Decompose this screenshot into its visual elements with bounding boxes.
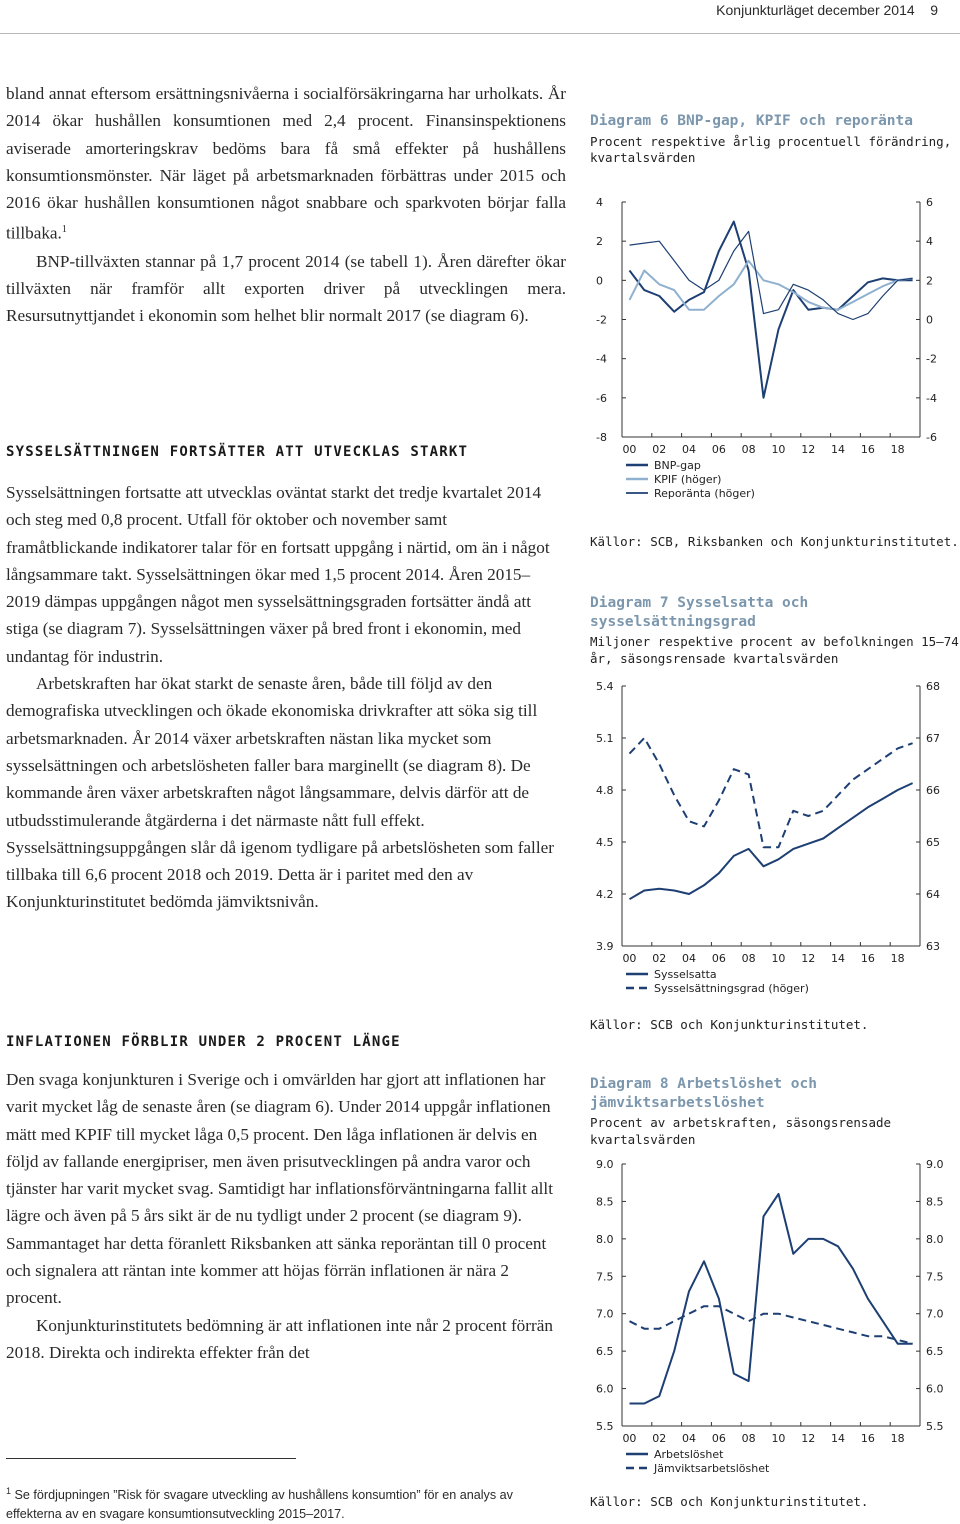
series-line-2 [630,738,913,847]
right-tick-label: 66 [926,784,940,797]
x-tick-label: 02 [652,952,667,965]
x-tick-label: 14 [831,1432,846,1445]
left-tick-label: -8 [596,431,607,444]
series-line-1 [630,1194,913,1404]
left-tick-label: 5.5 [596,1420,614,1433]
x-tick-label: 04 [682,443,697,456]
left-tick-label: 3.9 [596,940,614,953]
legend-label: Reporänta (höger) [654,487,755,500]
right-tick-label: 64 [926,888,940,901]
x-tick-label: 02 [652,1432,667,1445]
x-tick-label: 10 [771,1432,786,1445]
x-tick-label: 08 [741,443,756,456]
diagram-6-subtitle: Procent respektive årlig procentuell förändring, kvartalsvärden [590,133,952,165]
right-tick-label: -2 [926,352,937,366]
left-tick-label: -6 [596,391,607,405]
left-tick-label: 4.2 [596,888,614,901]
right-tick-label: 68 [926,680,940,693]
right-tick-label: 4 [926,235,933,249]
series-line-2 [630,261,913,310]
x-tick-label: 06 [711,952,726,965]
x-tick-label: 16 [860,952,875,965]
diagram-7-source: Källor: SCB och Konjunkturinstitutet. [590,1017,869,1032]
series-line-3 [630,231,913,319]
intro-paragraph-1 [6,80,566,248]
left-tick-label: 4 [596,196,603,209]
page-header [716,2,938,18]
legend-label: Sysselsättningsgrad (höger) [654,982,809,995]
diagram-8-subtitle: Procent av arbetskraften, säsongsrensade kvartalsvärden [590,1115,892,1147]
intro-text [6,80,566,329]
series-line-2 [630,1306,913,1344]
diagram-7-subtitle: Miljoner respektive procent av befolkningen 15–74 år, säsongsrensade kvartalsvärden [590,634,959,666]
employment-text [6,479,554,916]
x-tick-label: 04 [682,952,697,965]
diagram-8-plot [590,1150,960,1495]
header-rule [0,33,960,34]
x-tick-label: 14 [831,443,846,456]
left-tick-label: 5.1 [596,732,614,745]
right-tick-label: 8.0 [926,1232,944,1246]
x-tick-label: 04 [682,1432,697,1445]
diagram-6-source: Källor: SCB, Riksbanken och Konjunkturinstitutet. [590,534,959,549]
left-tick-label: -4 [596,352,607,366]
x-tick-label: 12 [801,1432,816,1445]
x-tick-label: 16 [860,443,875,456]
right-tick-label: -6 [926,431,937,444]
x-tick-label: 14 [831,952,846,965]
footnote-rule [6,1458,296,1459]
left-tick-label: 4.8 [596,784,614,797]
right-tick-label: 8.5 [926,1195,944,1209]
x-tick-label: 10 [771,443,786,456]
x-tick-label: 18 [890,952,905,965]
x-tick-label: 12 [801,952,816,965]
legend-label: Arbetslöshet [654,1448,724,1461]
left-tick-label: 7.5 [596,1270,614,1284]
intro-paragraph-1-text: bland annat eftersom ersättningsnivåerna i socialförsäkringarna har urholkats. År 2014 ökar hushållen konsumtionen med 2,4 procent. Finansinspektionens aviserade amorteringskrav bedöms bara få små effekter på hushållens konsumtionsmönster. När läget på arbetsmarknaden förbättras under 2015 och 2016 ökar hushållen konsumtionen något snabbare och sparkvoten börjar falla tillbaka. [6,84,566,244]
x-tick-label: 00 [622,1432,637,1445]
footnote-number: 1 [6,1486,12,1496]
right-tick-label: 6.5 [926,1345,944,1359]
diagram-7-title: Diagram 7 Sysselsatta och sysselsättningsgrad [590,595,809,630]
left-tick-label: 6.0 [596,1382,614,1396]
page-number: 9 [930,2,938,18]
legend-label: BNP-gap [654,459,701,472]
left-tick-label: 6.5 [596,1345,614,1359]
legend-label: Sysselsatta [654,968,717,981]
left-tick-label: 7.0 [596,1307,614,1321]
inflation-text [6,1066,554,1366]
x-tick-label: 00 [622,952,637,965]
right-tick-label: 7.0 [926,1307,944,1321]
running-title: Konjunkturläget december 2014 [716,2,915,18]
x-tick-label: 16 [860,1432,875,1445]
left-tick-label: -2 [596,313,607,327]
intro-paragraph-2: BNP-tillväxten stannar på 1,7 procent 2014 (se tabell 1). Åren därefter ökar tillväxten när framför allt exporten driver på utvecklingen mera. Resursutnyttjandet i ekonomin som helhet blir normalt 2017 (se diagram 6). [6,251,566,326]
diagram-6 [590,112,960,552]
inflation-paragraph-2: Konjunkturinstitutets bedömning är att inflationen inte når 2 procent förrän 2018. Direkta och indirekta effekter från det [6,1315,553,1362]
left-tick-label: 8.5 [596,1195,614,1209]
diagram-8-title: Diagram 8 Arbetslöshet och jämviktsarbetslöshet [590,1076,817,1111]
left-tick-label: 5.4 [596,680,614,693]
x-tick-label: 08 [741,1432,756,1445]
diagram-8 [590,1075,960,1515]
footnote-text: Se fördjupningen ”Risk för svagare utveckling av hushållens konsumtion” för en analys av effekterna av en svagare konsumtionsutveckling 2015–2017. [6,1488,513,1522]
employment-paragraph-1: Sysselsättningen fortsatte att utvecklas oväntat starkt det tredje kvartalet 2014 och steg med 0,8 procent. Utfall för oktober och november samt framåtblickande indikatorer talar för en fortsatt uppgång i närtid, om än i något långsammare takt. Sysselsättningen ökar med 1,5 procent 2014. Åren 2015–2019 dämpas uppgången något men sysselsättningsgraden fortsätter ändå att stiga (se diagram 7). Sysselsättningen växer på bred front i ekonomin, med undantag för industrin. [6,483,550,666]
x-tick-label: 18 [890,443,905,456]
diagram-7 [590,594,960,1034]
right-tick-label: 6 [926,196,933,209]
footnote-ref: 1 [61,224,67,236]
x-tick-label: 10 [771,952,786,965]
right-tick-label: 9.0 [926,1158,944,1171]
left-tick-label: 8.0 [596,1232,614,1246]
section-heading-inflation: INFLATIONEN FÖRBLIR UNDER 2 PROCENT LÄNGE [6,1034,401,1050]
diagram-6-plot [590,192,960,532]
right-tick-label: 67 [926,732,940,745]
left-tick-label: 2 [596,235,603,249]
right-tick-label: 63 [926,940,940,953]
series-line-1 [630,783,913,899]
diagram-7-plot [590,674,960,1004]
employment-paragraph-2: Arbetskraften har ökat starkt de senaste åren, både till följd av den demografiska utvecklingen och ökade ekonomiska drivkrafter att söka sig till arbetsmarknaden. År 2014 växer arbetskraften nästan lika mycket som sysselsättningen och arbetslösheten faller bara marginellt (se diagram 8). De kommande åren växer arbetskraften något långsammare, delvis därför att de utbudsstimulerande åtgärderna i det närmaste nått full effekt. Sysselsättningsuppgången slår då igenom tydligare på arbetslösheten som faller tillbaka till 6,6 procent 2018 och 2019. Detta är i paritet med den av Konjunkturinstitutet bedömda jämviktsnivån. [6,674,554,912]
footnote [6,1482,566,1524]
inflation-paragraph-1: Den svaga konjunkturen i Sverige och i omvärlden har gjort att inflationen har varit mycket låg de senaste åren (se diagram 6). Under 2014 uppgår inflationen mätt med KPIF till mycket låga 0,5 procent. Den låga inflationen är delvis en följd av fallande energipriser, men även prisutvecklingen på andra varor och tjänster har varit mycket svag. Samtidigt har inflationsförväntningarna fallit allt lägre och även på 5 års sikt är de nu tydligt under 2 procent (se diagram 9). Sammantaget har detta föranlett Riksbanken att sänka reporäntan till 0 procent och signalera att räntan inte kommer att höjas förrän inflationen är nära 2 procent. [6,1070,553,1308]
legend-label: KPIF (höger) [654,473,722,486]
x-tick-label: 00 [622,443,637,456]
x-tick-label: 06 [711,443,726,456]
right-tick-label: 6.0 [926,1382,944,1396]
left-tick-label: 9.0 [596,1158,614,1171]
x-tick-label: 08 [741,952,756,965]
right-tick-label: 7.5 [926,1270,944,1284]
diagram-8-source: Källor: SCB och Konjunkturinstitutet. [590,1494,869,1509]
left-tick-label: 4.5 [596,836,614,849]
right-tick-label: 65 [926,836,940,849]
right-tick-label: 0 [926,313,933,327]
x-tick-label: 06 [711,1432,726,1445]
legend-label: Jämviktsarbetslöshet [654,1462,770,1475]
right-tick-label: 2 [926,274,933,288]
right-tick-label: -4 [926,391,937,405]
series-line-1 [630,222,913,398]
left-tick-label: 0 [596,274,603,288]
x-tick-label: 02 [652,443,667,456]
right-tick-label: 5.5 [926,1420,944,1433]
diagram-6-title: Diagram 6 BNP-gap, KPIF och reporänta [590,113,914,129]
x-tick-label: 12 [801,443,816,456]
section-heading-employment: SYSSELSÄTTNINGEN FORTSÄTTER ATT UTVECKLAS STARKT [6,444,469,460]
x-tick-label: 18 [890,1432,905,1445]
